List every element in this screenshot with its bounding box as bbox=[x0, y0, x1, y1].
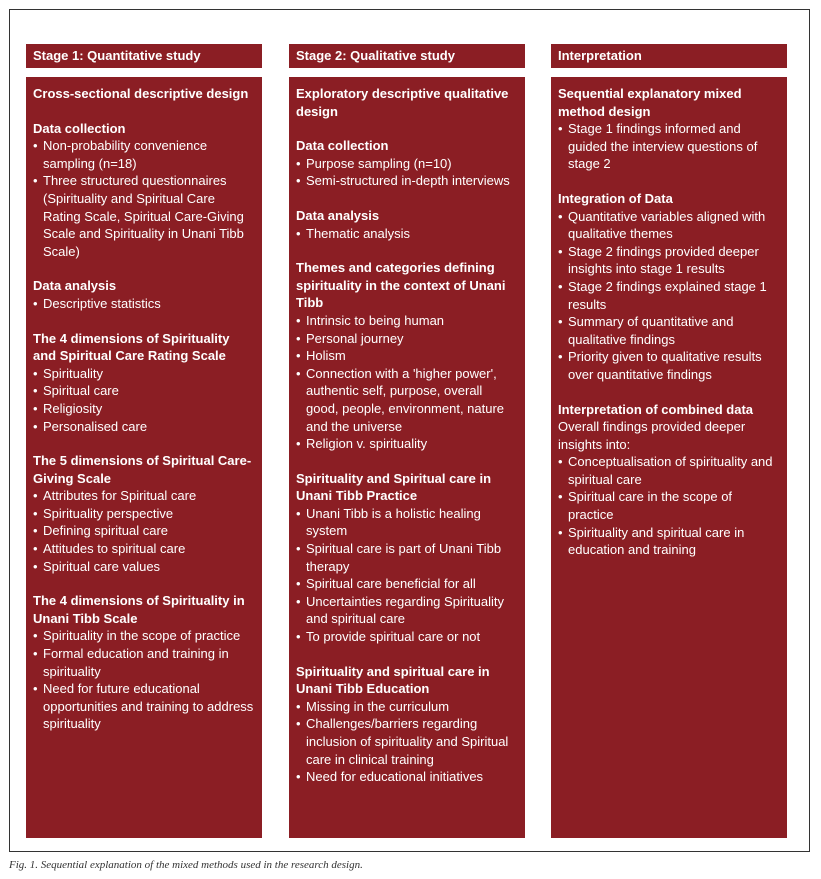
list-item: • Defining spiritual care bbox=[33, 522, 255, 540]
section-title: Data collection bbox=[33, 120, 126, 136]
section-title: Data analysis bbox=[296, 207, 380, 223]
list-item: • Spirituality in the scope of practice bbox=[33, 627, 255, 645]
bullet-list bbox=[558, 208, 780, 384]
section bbox=[296, 137, 518, 190]
list-item: • To provide spiritual care or not bbox=[296, 628, 518, 646]
list-item: • Need for educational initiatives bbox=[296, 768, 518, 786]
list-item: • Priority given to qualitative results over quantitative findings bbox=[558, 348, 780, 383]
list-item: • Spirituality and spiritual care in education and training bbox=[558, 524, 780, 559]
section-title: The 4 dimensions of Spirituality and Spiritual Care Rating Scale bbox=[33, 330, 230, 364]
list-item: • Thematic analysis bbox=[296, 225, 518, 243]
list-item: • Three structured questionnaires (Spirituality and Spiritual Care Rating Scale, Spiritual Care-Giving Scale and Spirituality in Unani Tibb Scale) bbox=[33, 172, 255, 260]
list-item: • Stage 2 findings provided deeper insights into stage 1 results bbox=[558, 243, 780, 278]
figure-caption: Fig. 1. Sequential explanation of the mixed methods used in the research design. bbox=[9, 859, 363, 871]
bullet-list bbox=[33, 365, 255, 435]
section bbox=[558, 85, 780, 173]
section-title: Spirituality and spiritual care in Unani Tibb Education bbox=[296, 663, 490, 697]
bullet-list bbox=[33, 295, 255, 313]
column-body bbox=[26, 77, 262, 838]
list-item: • Semi-structured in-depth interviews bbox=[296, 172, 518, 190]
section bbox=[296, 259, 518, 453]
list-item: • Non-probability convenience sampling (n=18) bbox=[33, 137, 255, 172]
figure-frame bbox=[9, 9, 810, 852]
column-interpretation bbox=[551, 44, 787, 558]
bullet-list bbox=[558, 453, 780, 559]
list-item: • Spirituality bbox=[33, 365, 255, 383]
list-item: • Connection with a 'higher power', authentic self, purpose, overall good, people, environment, nature and the universe bbox=[296, 365, 518, 435]
section bbox=[296, 663, 518, 786]
section-title: Integration of Data bbox=[558, 190, 673, 206]
section-title: Themes and categories defining spirituality in the context of Unani Tibb bbox=[296, 260, 506, 311]
section bbox=[558, 401, 780, 559]
section bbox=[33, 592, 255, 733]
list-item: • Conceptualisation of spirituality and spiritual care bbox=[558, 453, 780, 488]
bullet-list bbox=[558, 120, 780, 173]
list-item: • Religion v. spirituality bbox=[296, 435, 518, 453]
bullet-list bbox=[296, 698, 518, 786]
list-item: • Descriptive statistics bbox=[33, 295, 255, 313]
list-item: • Holism bbox=[296, 347, 518, 365]
column-body bbox=[551, 77, 787, 838]
list-item: • Spirituality perspective bbox=[33, 505, 255, 523]
bullet-list bbox=[33, 627, 255, 733]
list-item: • Missing in the curriculum bbox=[296, 698, 518, 716]
section-title: Interpretation of combined data bbox=[558, 401, 754, 417]
list-item: • Purpose sampling (n=10) bbox=[296, 155, 518, 173]
list-item: • Religiosity bbox=[33, 400, 255, 418]
section bbox=[558, 190, 780, 384]
section-title: Data analysis bbox=[33, 278, 117, 294]
section-title: The 5 dimensions of Spiritual Care-Giving Scale bbox=[33, 453, 252, 486]
section bbox=[296, 207, 518, 242]
list-item: • Spiritual care beneficial for all bbox=[296, 575, 518, 593]
section bbox=[33, 277, 255, 312]
list-item: • Attitudes to spiritual care bbox=[33, 540, 255, 558]
column-header: Stage 2: Qualitative study bbox=[289, 44, 525, 68]
section-title: The 4 dimensions of Spirituality in Unani Tibb Scale bbox=[33, 593, 245, 626]
list-item: • Intrinsic to being human bbox=[296, 312, 518, 330]
column-stage-1 bbox=[26, 44, 262, 732]
column-body bbox=[289, 77, 525, 838]
list-item: • Personal journey bbox=[296, 330, 518, 348]
list-item: • Stage 1 findings informed and guided the interview questions of stage 2 bbox=[558, 120, 780, 173]
section bbox=[33, 120, 255, 261]
column-title: Sequential explanatory mixed method design bbox=[558, 86, 742, 119]
column-stage-2 bbox=[289, 44, 525, 785]
list-item: • Spiritual care in the scope of practice bbox=[558, 488, 780, 523]
bullet-list bbox=[33, 137, 255, 260]
column-title: Cross-sectional descriptive design bbox=[33, 86, 249, 101]
section bbox=[33, 330, 255, 436]
column-header: Interpretation bbox=[551, 44, 787, 68]
list-item: • Spiritual care bbox=[33, 382, 255, 400]
list-item: • Unani Tibb is a holistic healing system bbox=[296, 505, 518, 540]
list-item: • Stage 2 findings explained stage 1 results bbox=[558, 278, 780, 313]
list-item: • Spiritual care is part of Unani Tibb therapy bbox=[296, 540, 518, 575]
bullet-list bbox=[33, 487, 255, 575]
section-title: Spirituality and Spiritual care in Unani Tibb Practice bbox=[296, 470, 492, 504]
list-item: • Spiritual care values bbox=[33, 558, 255, 576]
list-item: • Uncertainties regarding Spirituality and spiritual care bbox=[296, 593, 518, 628]
section bbox=[296, 470, 518, 646]
section bbox=[33, 452, 255, 575]
list-item: • Formal education and training in spirituality bbox=[33, 645, 255, 680]
bullet-list bbox=[296, 225, 518, 243]
list-item: • Attributes for Spiritual care bbox=[33, 487, 255, 505]
section-title: Data collection bbox=[296, 138, 389, 154]
section-text: Overall findings provided deeper insights into: bbox=[558, 419, 746, 452]
bullet-list bbox=[296, 505, 518, 646]
bullet-list bbox=[296, 312, 518, 453]
bullet-list bbox=[296, 155, 518, 190]
list-item: • Summary of quantitative and qualitative findings bbox=[558, 313, 780, 348]
list-item: • Quantitative variables aligned with qualitative themes bbox=[558, 208, 780, 243]
list-item: • Personalised care bbox=[33, 418, 255, 436]
list-item: • Challenges/barriers regarding inclusion of spirituality and Spiritual care in clinical training bbox=[296, 715, 518, 768]
column-title: Exploratory descriptive qualitative design bbox=[296, 86, 509, 119]
list-item: • Need for future educational opportunities and training to address spirituality bbox=[33, 680, 255, 733]
column-header: Stage 1: Quantitative study bbox=[26, 44, 262, 68]
